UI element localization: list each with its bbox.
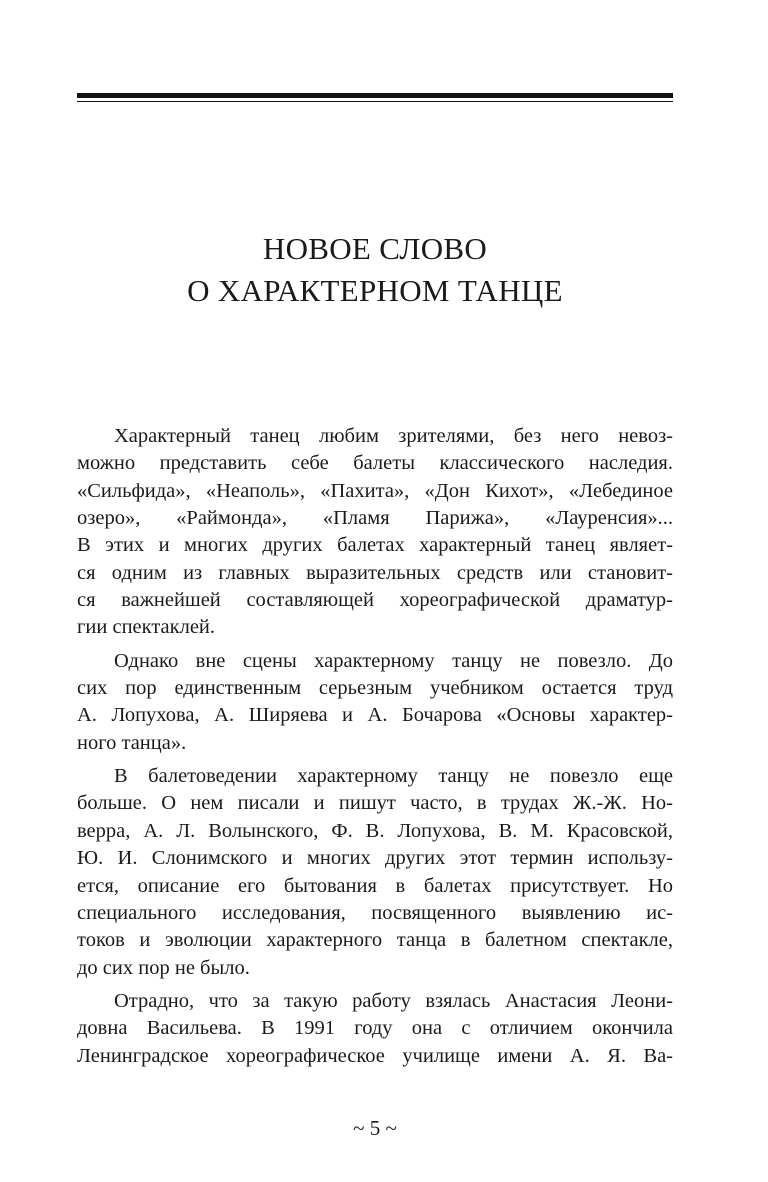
top-rule-thick xyxy=(77,93,673,98)
text-line: ного танца». xyxy=(77,731,187,754)
text-line: Характерный танец любим зрителями, без него невоз- xyxy=(114,425,673,447)
text-line: ся важнейшей составляющей хореографической драматур- xyxy=(77,589,673,612)
top-double-rule xyxy=(77,93,673,102)
text-line: Однако вне сцены характерному танцу не повезло. До xyxy=(114,649,673,672)
text-line: верра, А. Л. Волынского, Ф. В. Лопухова, В. М. Красовской, xyxy=(77,819,673,842)
text-line: «Сильфида», «Неаполь», «Пахита», «Дон Кихот», «Лебединое xyxy=(77,479,673,502)
text-line: Отрадно, что за такую работу взялась Анастасия Леони- xyxy=(114,989,673,1012)
top-rule-thin xyxy=(77,101,673,102)
text-line: токов и эволюции характерного танца в балетном спектакле, xyxy=(77,929,673,952)
text-line: В балетоведении характерному танцу не повезло еще xyxy=(114,765,673,788)
text-line: Ленинградское хореографическое училище имени А. Я. Ва- xyxy=(77,1044,673,1067)
text-line: В этих и многих других балетах характерный танец являет- xyxy=(77,534,673,557)
chapter-title xyxy=(77,228,673,312)
text-line: ется, описание его бытования в балетах присутствует. Но xyxy=(77,874,673,897)
text-line: А. Лопухова, А. Ширяева и А. Бочарова «Основы характер- xyxy=(77,704,673,727)
text-line: гии спектаклей. xyxy=(77,616,216,639)
paragraph xyxy=(77,763,673,982)
text-line: специального исследования, посвященного выявлению ис- xyxy=(77,901,673,924)
paragraph xyxy=(77,648,673,757)
text-line: до сих пор не было. xyxy=(77,956,250,979)
paragraph xyxy=(77,988,673,1070)
chapter-title-line: НОВОЕ СЛОВО xyxy=(262,231,488,266)
paragraph xyxy=(77,423,673,642)
body-text xyxy=(77,423,673,1070)
text-line: озеро», «Раймонда», «Пламя Парижа», «Лауренсия»... xyxy=(77,507,673,530)
text-line: ся одним из главных выразительных средств или становит- xyxy=(77,561,673,584)
text-line: сих пор единственным серьезным учебником остается труд xyxy=(77,677,673,700)
text-line: довна Васильева. В 1991 году она с отличием окончила xyxy=(77,1017,673,1040)
text-line: можно представить себе балеты классического наследия. xyxy=(77,452,673,475)
text-line: больше. О нем писали и пишут часто, в трудах Ж.-Ж. Но- xyxy=(77,792,673,815)
text-line: Ю. И. Слонимского и многих других этот термин использу- xyxy=(77,847,673,870)
page-number: ~ 5 ~ xyxy=(353,1116,397,1140)
chapter-title-line: О ХАРАКТЕРНОМ ТАНЦЕ xyxy=(187,273,563,308)
